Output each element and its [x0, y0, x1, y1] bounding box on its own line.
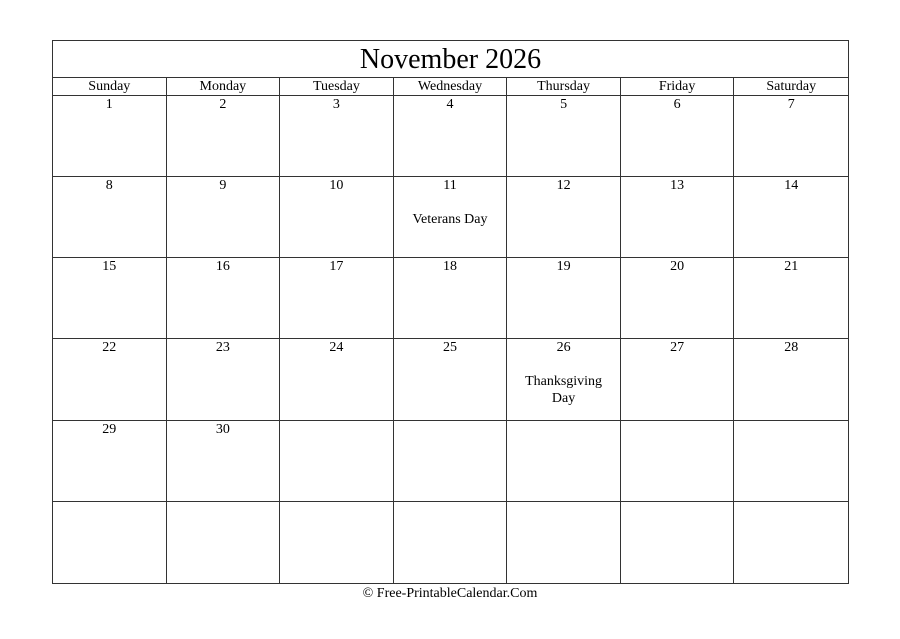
- day-number: 15: [102, 259, 117, 275]
- day-cell: [394, 96, 508, 177]
- day-cell: [53, 421, 167, 502]
- day-cell: [734, 421, 848, 502]
- day-cell: [734, 177, 848, 258]
- day-cell: [507, 339, 621, 420]
- day-number: 30: [215, 421, 230, 437]
- weekday-header: Saturday: [766, 79, 817, 94]
- day-cell: [167, 96, 281, 177]
- day-number: 28: [784, 340, 799, 356]
- day-number: 5: [560, 97, 568, 112]
- day-cell: [621, 421, 735, 502]
- day-cell: [734, 502, 848, 583]
- day-number: 25: [442, 340, 457, 356]
- day-number: 8: [105, 178, 113, 194]
- day-number: [621, 502, 734, 503]
- day-number: [507, 421, 620, 422]
- day-number: 18: [442, 259, 457, 275]
- day-number: 13: [670, 178, 685, 194]
- day-cell: [53, 96, 167, 177]
- day-number: [734, 421, 848, 422]
- holiday-label: Veterans Day: [412, 212, 488, 228]
- day-number: [280, 502, 393, 503]
- day-number: 17: [329, 259, 344, 275]
- day-number: 14: [784, 178, 799, 194]
- day-number: 6: [673, 97, 681, 112]
- day-cell: [53, 339, 167, 420]
- day-number: 10: [329, 178, 344, 194]
- day-number: 23: [215, 340, 230, 356]
- day-cell: [621, 258, 735, 339]
- day-number: [167, 502, 280, 503]
- day-cell: [621, 96, 735, 177]
- day-number: 27: [670, 340, 685, 356]
- weekday-header: Monday: [167, 78, 281, 95]
- footer-credit: © Free-PrintableCalendar.Com: [362, 586, 538, 601]
- day-cell: [394, 339, 508, 420]
- day-cell: [734, 96, 848, 177]
- day-cell: [621, 502, 735, 583]
- holiday-label: Thanksgiving Day: [525, 374, 603, 407]
- day-number: 3: [332, 97, 340, 112]
- day-cell: [280, 339, 394, 420]
- day-cell: [280, 421, 394, 502]
- day-cell: [394, 258, 508, 339]
- day-number: 2: [219, 97, 227, 112]
- day-cell: [53, 177, 167, 258]
- day-cell: [507, 502, 621, 583]
- day-cell: [53, 502, 167, 583]
- day-cell: [167, 339, 281, 420]
- day-number: 20: [670, 259, 685, 275]
- day-number: [394, 502, 507, 503]
- day-number: [280, 421, 393, 422]
- day-number: [53, 502, 166, 503]
- weekday-header-row: [53, 78, 848, 96]
- day-number: 4: [446, 97, 454, 112]
- day-cell: [280, 258, 394, 339]
- day-number: 9: [219, 178, 227, 194]
- day-cell: [507, 177, 621, 258]
- calendar-table: [52, 40, 849, 584]
- day-number: [734, 502, 848, 503]
- day-number: 22: [102, 340, 117, 356]
- day-number: 16: [215, 259, 230, 275]
- day-cell: [280, 177, 394, 258]
- day-cell: [734, 339, 848, 420]
- day-cell: [280, 502, 394, 583]
- day-number: 26: [556, 340, 571, 356]
- day-number: 11: [443, 178, 457, 194]
- calendar-grid: [53, 96, 848, 583]
- weekday-header: Sunday: [53, 78, 167, 95]
- day-number: [507, 502, 620, 503]
- day-cell: [53, 258, 167, 339]
- weekday-header: Thursday: [507, 78, 621, 95]
- day-cell: [394, 502, 508, 583]
- day-cell: [167, 502, 281, 583]
- day-cell: [507, 96, 621, 177]
- calendar-title: November 2026: [53, 41, 848, 78]
- day-cell: [167, 177, 281, 258]
- day-cell: [507, 421, 621, 502]
- day-number: 7: [787, 97, 795, 112]
- day-number: 1: [105, 97, 113, 112]
- day-cell: [507, 258, 621, 339]
- weekday-header: Wednesday: [394, 78, 508, 95]
- day-cell: [394, 421, 508, 502]
- day-cell: [621, 177, 735, 258]
- day-number: [394, 421, 507, 422]
- day-number: 12: [556, 178, 571, 194]
- day-cell: [167, 258, 281, 339]
- day-cell: [621, 339, 735, 420]
- day-number: 29: [102, 421, 117, 437]
- day-cell: [280, 96, 394, 177]
- day-cell: [394, 177, 508, 258]
- day-number: 19: [556, 259, 571, 275]
- day-number: [621, 421, 734, 422]
- day-number: 24: [329, 340, 344, 356]
- day-number: 21: [784, 259, 799, 275]
- weekday-header: Friday: [621, 78, 735, 95]
- day-cell: [167, 421, 281, 502]
- day-cell: [734, 258, 848, 339]
- weekday-header: Tuesday: [280, 78, 394, 95]
